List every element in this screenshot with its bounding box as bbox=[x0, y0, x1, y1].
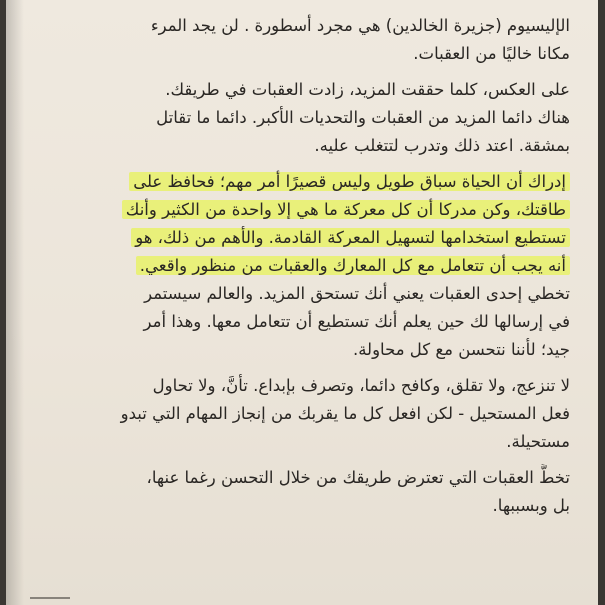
highlighted-line: تستطيع استخدامها لتسهيل المعركة القادمة. والأهم من ذلك، هو bbox=[10, 224, 570, 252]
text-line: بمشقة. اعتد ذلك وتدرب لتتغلب عليه. bbox=[314, 136, 570, 155]
highlighted-line: طاقتك، وكن مدركا أن كل معركة ما هي إلا واحدة من الكثير وأنك bbox=[10, 196, 570, 224]
text-line: الإليسيوم (جزيرة الخالدين) هي مجرد أسطورة . لن يجد المرء bbox=[150, 16, 570, 35]
text-line: في إرسالها لك حين يعلم أنك تستطيع أن تتعامل معها. وهذا أمر bbox=[143, 312, 570, 331]
page-text bbox=[10, 12, 570, 520]
text-line: تخطَّ العقبات التي تعترض طريقك من خلال التحسن رغما عنها، bbox=[146, 468, 570, 487]
highlighted-line: إدراك أن الحياة سباق طويل وليس قصيرًا أمر مهم؛ فحافظ على bbox=[10, 168, 570, 196]
text-line: هناك دائما المزيد من العقبات والتحديات الأكبر. دائما ما تقاتل bbox=[156, 108, 570, 127]
text-line: على العكس، كلما حققت المزيد، زادت العقبات في طريقك. bbox=[165, 80, 570, 99]
text-line: تخطي إحدى العقبات يعني أنك تستحق المزيد. والعالم سيستمر bbox=[144, 284, 570, 303]
text-line: فعل المستحيل - لكن افعل كل ما يقربك من إنجاز المهام التي تبدو bbox=[120, 404, 570, 423]
text-line: بل وبسببها. bbox=[492, 496, 570, 515]
text-line: جيد؛ لأننا نتحسن مع كل محاولة. bbox=[352, 340, 570, 359]
text-line: مستحيلة. bbox=[506, 432, 570, 451]
highlighted-line: أنه يجب أن تتعامل مع كل المعارك والعقبات من منظور واقعي. bbox=[10, 252, 570, 280]
text-line: مكانا خاليًا من العقبات. bbox=[413, 44, 570, 63]
cut-off-text-fragment bbox=[30, 597, 70, 605]
book-page bbox=[6, 0, 598, 605]
text-line: لا تنزعج، ولا تقلق، وكافح دائما، وتصرف بإبداع. تأنَّ، ولا تحاول bbox=[152, 376, 570, 395]
